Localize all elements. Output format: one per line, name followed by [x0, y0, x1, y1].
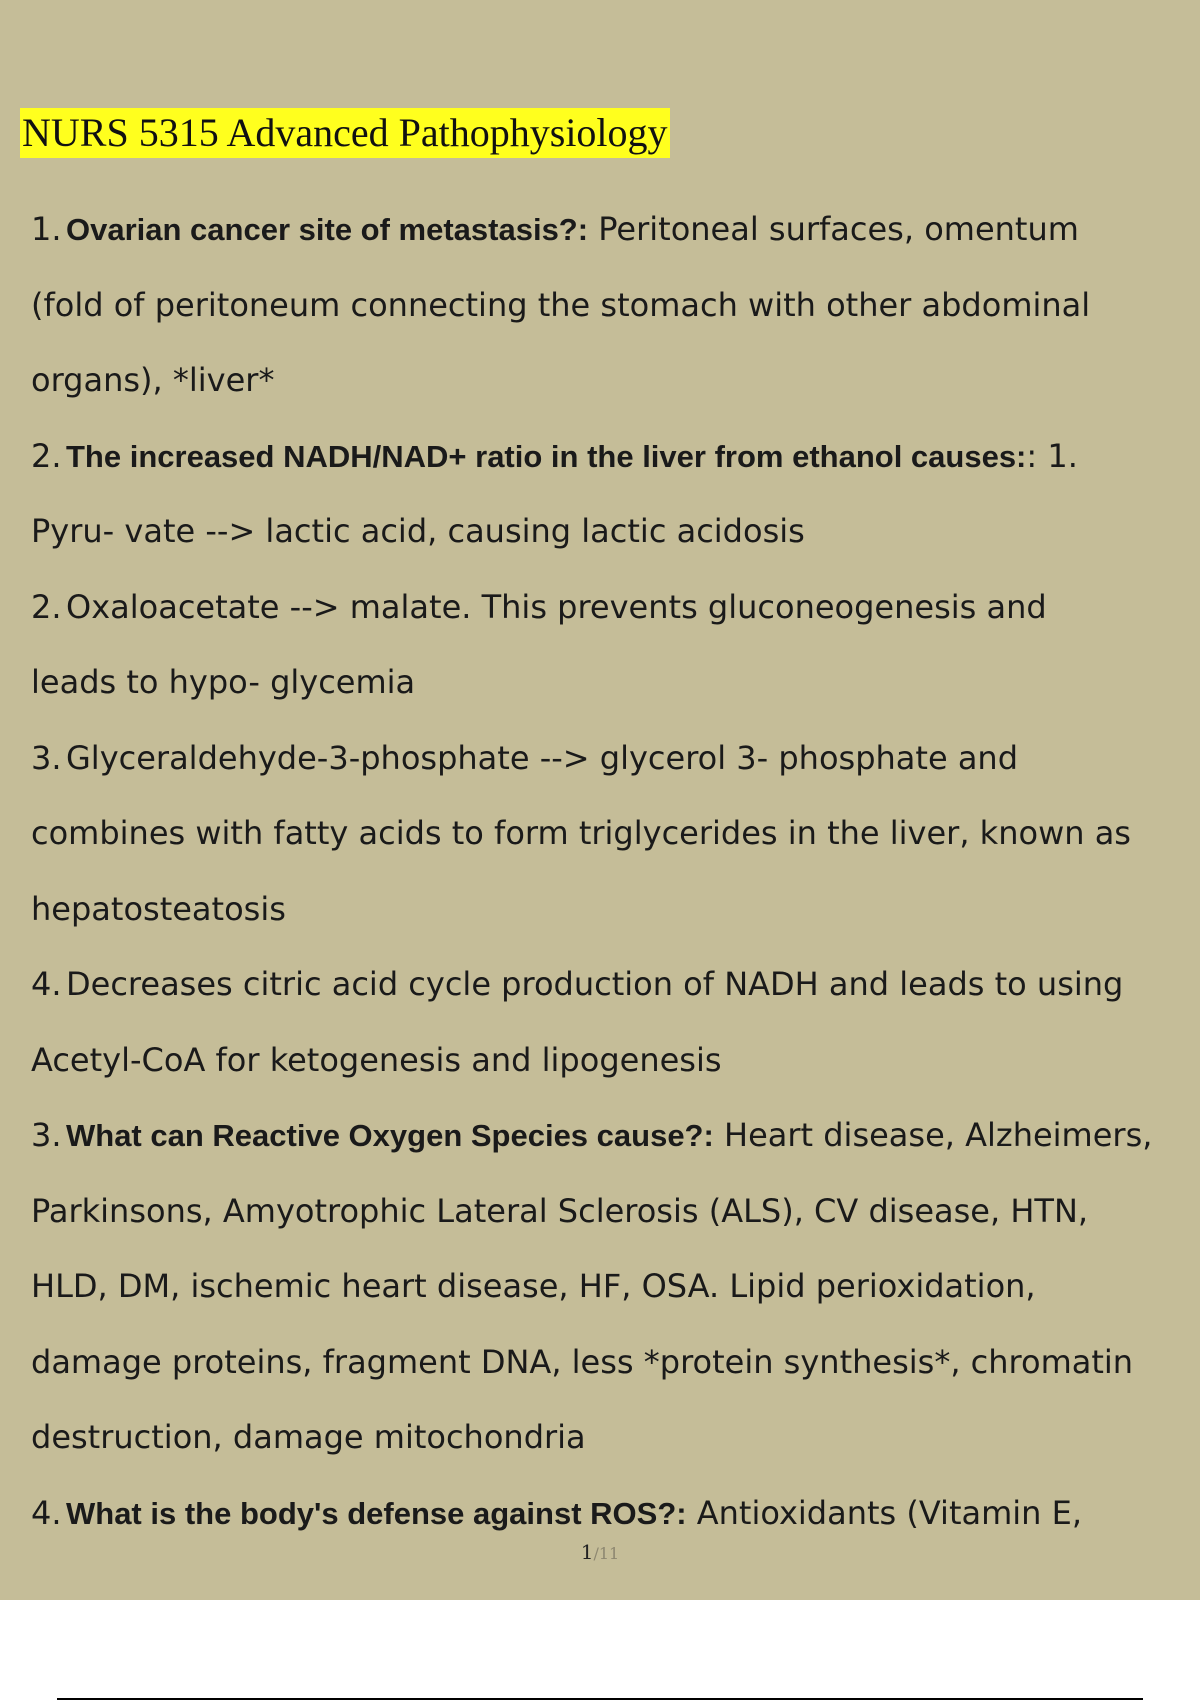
answer-text: Heart disease, Alzheimers,	[713, 1116, 1153, 1154]
item-number: 3.	[31, 1116, 62, 1154]
text-line	[31, 872, 1181, 948]
answer-text: Peritoneal surfaces, omentum	[588, 210, 1079, 248]
answer-text: Antioxidants (Vitamin E,	[686, 1493, 1082, 1532]
document-body	[31, 192, 1181, 1551]
text-line	[31, 1400, 1181, 1476]
item-number: 2.	[31, 436, 62, 475]
item-number: 2.	[31, 587, 62, 626]
page-indicator	[0, 1540, 1200, 1564]
answer-text: leads to hypo- glycemia	[31, 663, 416, 701]
answer-text: Oxaloacetate --> malate. This prevents gluconeogenesis and	[66, 587, 1047, 626]
text-line	[31, 721, 1181, 797]
answer-text: organs), *liver*	[31, 361, 275, 399]
item-number: 4.	[31, 965, 62, 1003]
document-title: NURS 5315 Advanced Pathophysiology	[20, 108, 670, 158]
answer-text: destruction, damage mitochondria	[31, 1418, 586, 1456]
item-number: 1.	[31, 210, 62, 248]
text-line	[31, 796, 1181, 872]
answer-text: : 1.	[1026, 436, 1078, 475]
text-line	[31, 570, 1181, 646]
answer-text: Decreases citric acid cycle production of NADH and leads to using	[66, 965, 1124, 1003]
question-text: The increased NADH/NAD+ ratio in the liver from ethanol causes:	[66, 438, 1027, 474]
text-line	[31, 1098, 1181, 1174]
question-text: What is the body's defense against ROS?:	[66, 1495, 687, 1531]
text-line	[31, 1023, 1181, 1099]
answer-text: combines with fatty acids to form triglycerides in the liver, known as	[31, 814, 1131, 852]
text-line	[31, 1249, 1181, 1325]
text-line	[31, 645, 1181, 721]
question-text: What can Reactive Oxygen Species cause?:	[66, 1118, 714, 1153]
answer-text: hepatosteatosis	[31, 889, 286, 928]
current-page-number: 1	[580, 1540, 594, 1564]
answer-text: HLD, DM, ischemic heart disease, HF, OSA. Lipid perioxidation,	[31, 1267, 1036, 1305]
question-text: Ovarian cancer site of metastasis?:	[66, 212, 589, 247]
text-line	[31, 192, 1181, 268]
text-line	[31, 343, 1181, 419]
text-line	[31, 419, 1181, 495]
item-number: 3.	[31, 738, 62, 777]
answer-text: Pyru- vate --> lactic acid, causing lactic acidosis	[31, 512, 805, 550]
answer-text: Glyceraldehyde-3-phosphate --> glycerol 3- phosphate and	[66, 738, 1019, 777]
answer-text: (fold of peritoneum connecting the stomach with other abdominal	[31, 285, 1091, 324]
text-line	[31, 1325, 1181, 1401]
page-separator: /	[593, 1544, 599, 1563]
text-line	[31, 268, 1181, 344]
item-number: 4.	[31, 1493, 62, 1532]
text-line	[31, 1174, 1181, 1250]
text-line	[31, 494, 1181, 570]
answer-text: damage proteins, fragment DNA, less *protein synthesis*, chromatin	[31, 1342, 1134, 1381]
text-line	[31, 947, 1181, 1023]
total-pages: 11	[598, 1544, 620, 1563]
answer-text: Parkinsons, Amyotrophic Lateral Sclerosis (ALS), CV disease, HTN,	[31, 1191, 1089, 1230]
answer-text: Acetyl-CoA for ketogenesis and lipogenesis	[31, 1040, 722, 1079]
